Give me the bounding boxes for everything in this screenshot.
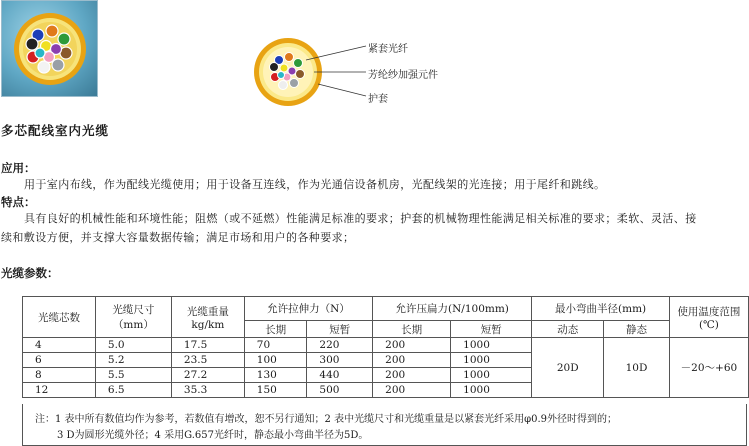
application-heading: 应用： bbox=[1, 161, 36, 175]
application-text: 用于室内布线，作为配线光缆使用；用于设备互连线，作为光通信设备机房，光配线架的光连接；用于尾纤和跳线。 bbox=[24, 178, 606, 191]
spec-table bbox=[22, 296, 749, 398]
header-tensile-long: 长期 bbox=[244, 321, 307, 338]
header-crush-long: 长期 bbox=[373, 321, 451, 338]
header-bend-static: 静态 bbox=[604, 321, 670, 338]
table-row: 12 6.5 35.3 150 500 200 1000 bbox=[23, 383, 749, 398]
header-crush-short: 短暂 bbox=[451, 321, 532, 338]
callout-tight-buffer: 紧套光纤 bbox=[368, 44, 408, 55]
header-temp: 使用温度范围 (℃) bbox=[669, 297, 748, 338]
features-text-line2: 续和敷设方便，并支撑大容量数据传输；满足市场和用户的各种要求； bbox=[1, 231, 355, 244]
header-weight: 光缆重量 kg/km bbox=[171, 297, 244, 338]
page-title: 多芯配线室内光缆 bbox=[1, 123, 110, 138]
table-row: 6 5.2 23.5 100 300 200 1000 bbox=[23, 353, 749, 368]
features-text-line1: 具有良好的机械性能和环境性能；阻燃（或不延燃）性能满足标准的要求；护套的机械物理性能满足相关标准的要求；柔软、灵活、接 bbox=[24, 212, 697, 225]
params-heading: 光缆参数： bbox=[1, 266, 59, 280]
header-fiber-count: 光缆芯数 bbox=[23, 297, 96, 338]
header-tensile: 允许拉伸力（N） bbox=[244, 297, 372, 321]
header-temp-unit: (℃) bbox=[698, 318, 719, 331]
header-diameter: 光缆尺寸 （mm） bbox=[95, 297, 171, 338]
table-note bbox=[22, 404, 747, 446]
bend-static-value: 10D bbox=[604, 338, 670, 398]
header-weight-unit: kg/km bbox=[191, 318, 225, 331]
callout-jacket: 护套 bbox=[368, 94, 388, 105]
header-diameter-unit: （mm） bbox=[112, 319, 154, 331]
note-line1: 注：1 表中所有数值均作为参考，若数值有增改，恕不另行通知；2 表中光缆尺寸和光缆重量是以紧套光纤采用φ0.9外径时得到的； bbox=[35, 414, 617, 425]
note-line2: 3 D为圆形光缆外径；4 采用G.657光纤时，静态最小弯曲半径为5D。 bbox=[57, 430, 369, 441]
header-tensile-short: 短暂 bbox=[307, 321, 373, 338]
header-crush: 允许压扁力(N/100mm) bbox=[373, 297, 532, 321]
bend-dynamic-value: 20D bbox=[532, 338, 604, 398]
callout-aramid: 芳纶纱加强元件 bbox=[368, 70, 438, 81]
features-heading: 特点： bbox=[1, 195, 36, 209]
header-bend-dynamic: 动态 bbox=[532, 321, 604, 338]
header-bend: 最小弯曲半径(mm) bbox=[532, 297, 670, 321]
table-row: 8 5.5 27.2 130 440 200 1000 bbox=[23, 368, 749, 383]
table-row: 4 5.0 17.5 70 220 200 1000 20D 10D －20～+60 bbox=[23, 338, 749, 353]
temp-range-value: －20～+60 bbox=[669, 338, 748, 398]
